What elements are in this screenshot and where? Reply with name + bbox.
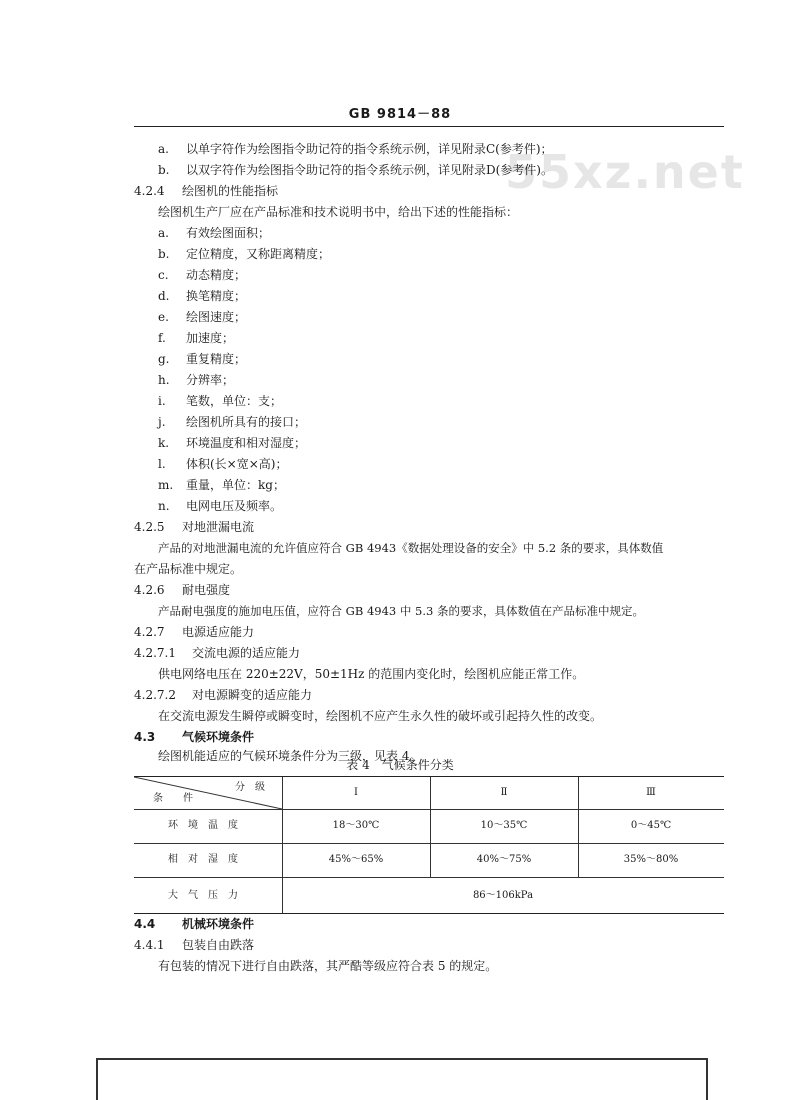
list-item: m. 重量，单位：kg； (158, 478, 285, 492)
list-item: d. 换笔精度； (158, 289, 247, 303)
list-item: n. 电网电压及频率。 (158, 499, 283, 513)
table-caption: 表 4 气候条件分类 (346, 758, 454, 772)
corner-top-label: 分 级 (235, 782, 265, 793)
grade-header: Ⅰ (354, 787, 358, 798)
table-cell: 86～106kPa (472, 890, 534, 901)
page-header: GB 9814－88 (348, 107, 452, 122)
grade-header: Ⅱ (500, 787, 508, 798)
paragraph: 产品耐电强度的施加电压值，应符合 GB 4943 中 5.3 条的要求，具体数值在产品标准中规定。 (158, 604, 644, 618)
list-item: i. 笔数，单位：支； (158, 394, 283, 408)
table-cell: 18～30℃ (332, 820, 380, 831)
grade-header: Ⅲ (646, 787, 656, 798)
header-rule (134, 126, 724, 127)
paragraph: 有包装的情况下进行自由跌落，其严酷等级应符合表 5 的规定。 (158, 959, 498, 973)
list-item: j. 绘图机所具有的接口； (158, 415, 307, 429)
row-label: 大气压力 (168, 890, 248, 901)
list-item: f. 加速度； (158, 331, 235, 345)
table-cell: 45%～65% (328, 854, 384, 865)
page-frame-bottom (96, 1058, 708, 1100)
paragraph: 绘图机能适应的气候环境条件分为三级，见表 4。 (158, 749, 422, 763)
watermark: 55xz.net (505, 145, 745, 199)
paragraph: 产品的对地泄漏电流的允许值应符合 GB 4943《数据处理设备的安全》中 5.2 条的要求，具体数值 (158, 541, 664, 555)
section-heading: 4.2.4 绘图机的性能指标 (134, 184, 279, 198)
section-heading: 4.2.7.1 交流电源的适应能力 (134, 646, 301, 660)
list-item: b. 定位精度，又称距离精度； (158, 247, 331, 261)
list-item: c. 动态精度； (158, 268, 247, 282)
list-item: e. 绘图速度； (158, 310, 247, 324)
paragraph: 在交流电源发生瞬停或瞬变时，绘图机不应产生永久性的破坏或引起持久性的改变。 (158, 709, 603, 723)
list-item: k. 环境温度和相对湿度； (158, 436, 307, 450)
section-heading: 4.2.7.2 对电源瞬变的适应能力 (134, 688, 313, 702)
list-item: b. 以双字符作为绘图指令助记符的指令系统示例，详见附录D(参考件)。 (158, 163, 553, 177)
paragraph: 供电网络电压在 220±22V，50±1Hz 的范围内变化时，绘图机应能正常工作。 (158, 667, 585, 681)
table-cell: 35%～80% (623, 854, 679, 865)
climate-table (134, 776, 724, 914)
list-item: l. 体积(长×宽×高)； (158, 457, 288, 471)
row-label: 相对湿度 (168, 854, 248, 865)
section-heading: 4.4 机械环境条件 (134, 917, 255, 931)
table-cell: 0～45℃ (630, 820, 672, 831)
list-item: h. 分辨率； (158, 373, 235, 387)
paragraph: 绘图机生产厂应在产品标准和技术说明书中，给出下述的性能指标： (158, 205, 519, 219)
section-heading: 4.2.5 对地泄漏电流 (134, 520, 255, 534)
list-item: a. 有效绘图面积； (158, 226, 271, 240)
section-heading: 4.3 气候环境条件 (134, 730, 255, 744)
table-cell: 40%～75% (476, 854, 532, 865)
section-heading: 4.4.1 包装自由跌落 (134, 938, 255, 952)
section-heading: 4.2.6 耐电强度 (134, 583, 231, 597)
corner-bottom-label: 条 件 (153, 793, 193, 804)
row-label: 环境温度 (168, 820, 248, 831)
paragraph: 在产品标准中规定。 (134, 562, 243, 576)
list-item: g. 重复精度； (158, 352, 247, 366)
list-item: a. 以单字符作为绘图指令助记符的指令系统示例，详见附录C(参考件)； (158, 142, 553, 156)
table-cell: 10～35℃ (480, 820, 528, 831)
section-heading: 4.2.7 电源适应能力 (134, 625, 255, 639)
